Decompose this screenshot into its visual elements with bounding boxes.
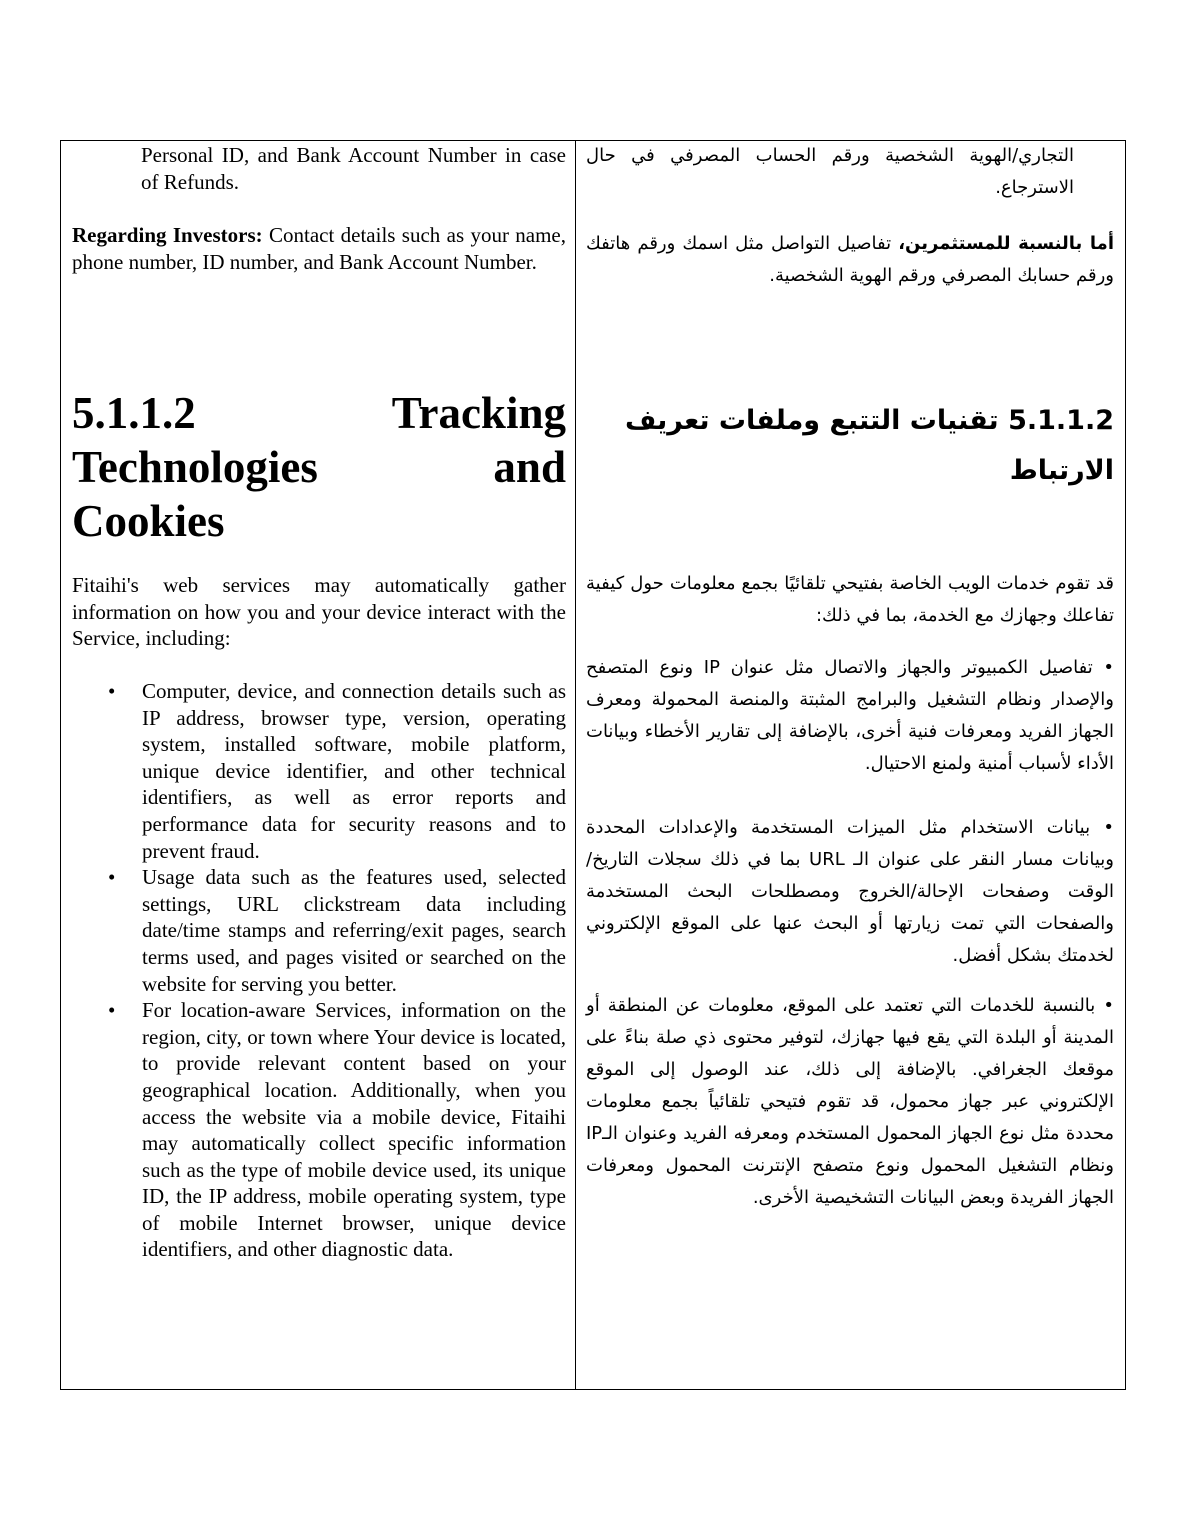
en-investors-text: Contact details such as your name, phone number, ID number, and Bank Account Number. xyxy=(72,223,567,274)
en-investors-paragraph xyxy=(72,222,566,275)
en-refund-continuation: Personal ID, and Bank Account Number in case of Refunds. xyxy=(141,143,566,194)
en-heading-line2: Cookies xyxy=(72,496,225,546)
column-divider xyxy=(575,140,576,1390)
ar-investors-paragraph xyxy=(586,228,1114,292)
ar-intro-paragraph: قد تقوم خدمات الويب الخاصة بفتيحي تلقائيًا بجمع معلومات حول كيفية تفاعلك وجهازك مع الخدمة، بما في ذلك: xyxy=(586,573,1114,626)
en-bullet-list xyxy=(72,678,566,1263)
bullet-icon: • xyxy=(108,998,116,1023)
en-heading-line1: 5.1.1.2 Tracking Technologies and xyxy=(72,388,566,492)
list-item: • For location-aware Services, information on the region, city, or town where Your device is located, to provide relevant content based on your geographical location. Additionally, when you access the website via a mobile device, Fitaihi may automatically collect specific information such as the type of mobile device used, its unique ID, the IP address, mobile operating system, type of mobile Internet browser, unique device identifiers, and other diagnostic data. xyxy=(108,998,566,1262)
en-section-heading xyxy=(72,386,566,548)
en-investors-label: Regarding Investors: xyxy=(72,223,263,247)
en-intro-paragraph: Fitaihi's web services may automatically gather information on how you and your device interact with the Service, including: xyxy=(72,573,566,650)
ar-bullet-1: • تفاصيل الكمبيوتر والجهاز والاتصال مثل عنوان IP ونوع المتصفح والإصدار ونظام التشغيل والبرامج المثبتة والمنصة المحمولة ومعرف الجهاز الفريد ومعرفات فنية أخرى، بالإضافة إلى تقارير الأخطاء وبيانات الأداء لأسباب أمنية ولمنع الاحتيال. xyxy=(586,657,1115,774)
bullet-icon: • xyxy=(108,865,116,890)
ar-bullet-2: • بيانات الاستخدام مثل الميزات المستخدمة والإعدادات المحددة وبيانات مسار النقر على عنوان الـ URL بما في ذلك سجلات التاريخ/الوقت وصفحات الإحالة/الخروج ومصطلحات البحث المستخدمة والصفحات التي تمت زيارتها أو البحث عنها على الموقع الإلكتروني لخدمتك بشكل أفضل. xyxy=(586,817,1114,966)
list-item: • Usage data such as the features used, selected settings, URL clickstream data including date/time stamps and referring/exit pages, search terms used, and pages visited or searched on the website for serving you better. xyxy=(108,865,566,996)
list-item: • Computer, device, and connection details such as IP address, browser type, version, operating system, installed software, mobile platform, unique device identifier, and other technical identifiers, as well as error reports and performance data for security reasons and to prevent fraud. xyxy=(108,679,566,863)
ar-refund-continuation: التجاري/الهوية الشخصية ورقم الحساب المصرفي في حال الاسترجاع. xyxy=(586,145,1074,198)
ar-investors-text: تفاصيل التواصل مثل اسمك ورقم هاتفك ورقم حسابك المصرفي ورقم الهوية الشخصية. xyxy=(586,233,1114,286)
ar-section-heading: 5.1.1.2 تقنيات التتبع وملفات تعريف الارتباط xyxy=(625,405,1114,486)
ar-investors-label: أما بالنسبة للمستثمرين، xyxy=(898,233,1114,254)
bullet-icon: • xyxy=(108,679,116,703)
ar-bullet-3: • بالنسبة للخدمات التي تعتمد على الموقع، معلومات عن المنطقة أو المدينة أو البلدة التي يقع فيها جهازك، لتوفير محتوى ذي صلة بناءً على موقعك الجغرافي. بالإضافة إلى ذلك، عند الوصول إلى الموقع الإلكتروني عبر جهاز محمول، قد تقوم فتيحي تلقائياً بجمع معلومات محددة مثل نوع الجهاز المحمول المستخدم ومعرفه الفريد وعنوان الـIP ونظام التشغيل المحمول ونوع متصفح الإنترنت المحمول ومعرفات الجهاز الفريدة وبعض البيانات التشخيصية الأخرى. xyxy=(586,995,1114,1208)
